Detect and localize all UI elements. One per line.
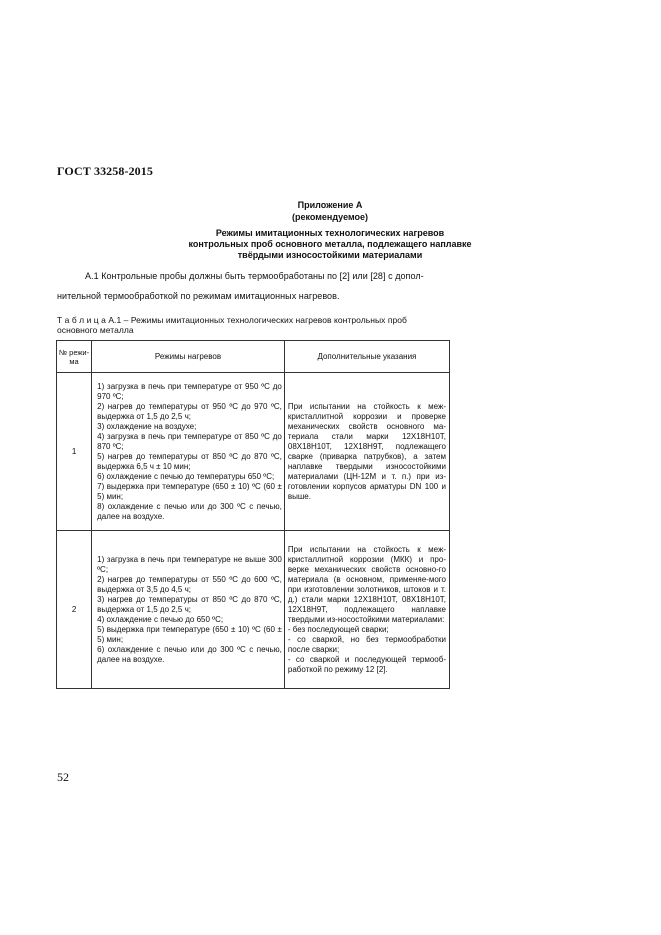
- note-text: При испытании на стойкость к меж-кристаллитной коррозии и проверке механических свойств основного ма-териала стали марки 12Х18Н10Т, 08Х18Н10Т, 12Х18Н9Т, подлежащего сварке (приварка патрубков), а затем наплавке твердыми износостойкими материалами (ЦН-12М и т. п.) при из-готовлении корпусов арматуры DN 100 и выше.: [287, 401, 449, 501]
- table-caption-line-2: основного металла: [57, 325, 134, 335]
- table-row: [57, 373, 450, 531]
- mode-step: 1) загрузка в печь при температуре от 950 ºС до 970 ºС;: [97, 381, 285, 401]
- header-modes: Режимы нагревов: [92, 341, 285, 373]
- mode-step: 6) охлаждение с печью до температуры 650 ºС;: [97, 471, 275, 481]
- mode-step: 2) нагрев до температуры от 950 ºС до 970 ºС, выдержка от 1,5 до 2,5 ч;: [97, 401, 285, 421]
- table-row: [57, 531, 450, 689]
- mode-step: 5) нагрев до температуры от 850 ºС до 870 ºС, выдержка 6,5 ч ± 10 мин;: [97, 451, 285, 471]
- note-text: - без последующей сварки;: [287, 624, 389, 634]
- paragraph-line-1: А.1 Контрольные пробы должны быть термообработаны по [2] или [28] с допол-: [85, 271, 424, 281]
- mode-step: 3) охлаждение на воздухе;: [97, 421, 197, 431]
- heating-modes-table: [56, 340, 450, 689]
- mode-step: 7) выдержка при температуре (650 ± 10) ºС (60 ± 5) мин;: [97, 481, 285, 501]
- mode-step: 4) охлаждение с печью до 650 ºС;: [97, 614, 224, 624]
- mode-step: 1) загрузка в печь при температуре не выше 300 ºС;: [97, 554, 285, 574]
- row-number: 1: [57, 373, 92, 531]
- mode-steps: [92, 373, 285, 531]
- table-caption-line-1: Т а б л и ц а А.1 – Режимы имитационных технологических нагревов контрольных проб: [57, 315, 407, 325]
- paragraph-line-2: нительной термообработкой по режимам имитационных нагревов.: [57, 291, 340, 301]
- mode-step: 5) выдержка при температуре (650 ± 10) ºС (60 ± 5) мин;: [97, 624, 285, 644]
- header-notes: Дополнительные указания: [284, 341, 449, 373]
- appendix-heading-line-1: Режимы имитационных технологических нагревов: [215, 228, 445, 238]
- additional-note: [284, 531, 449, 689]
- mode-step: 2) нагрев до температуры от 550 ºС до 600 ºС, выдержка от 3,5 до 4,5 ч;: [97, 574, 285, 594]
- appendix-heading-line-3: твёрдыми износостойкими материалами: [237, 250, 423, 260]
- appendix-status: (рекомендуемое): [292, 212, 368, 222]
- mode-step: 6) охлаждение с печью или до 300 ºС с печью, далее на воздухе.: [97, 644, 285, 664]
- additional-note: [284, 373, 449, 531]
- mode-steps: [92, 531, 285, 689]
- appendix-title: Приложение А: [297, 200, 363, 210]
- note-text: - со сваркой, но без термообработки после сварки;: [287, 634, 449, 654]
- note-text: - со сваркой и последующей термооб-работкой по режиму 12 [2].: [287, 654, 446, 674]
- header-num: № режи-ма: [57, 341, 92, 373]
- note-text: При испытании на стойкость к меж-кристаллитной коррозии (МКК) и про-верке механических свойств основно-го материала (в основном, применяе-мого при изготовлении золотников, штоков и т. д.) стали марки 12Х18Н10Т, 08Х18Н10Т, 12Х18Н9Т, подлежащего наплавке твердыми из-носостойкими материалами:: [287, 544, 449, 624]
- document-code: ГОСТ 33258-2015: [57, 164, 153, 178]
- page-number: 52: [57, 770, 69, 784]
- appendix-heading-line-2: контрольных проб основного металла, подлежащего наплавке: [188, 239, 472, 249]
- table-header-row: [57, 341, 450, 373]
- mode-step: 4) загрузка в печь при температуре от 850 ºС до 870 ºС;: [97, 431, 285, 451]
- mode-step: 8) охлаждение с печью или до 300 ºС с печью, далее на воздухе.: [97, 501, 285, 521]
- row-number: 2: [57, 531, 92, 689]
- mode-step: 3) нагрев до температуры от 850 ºС до 870 ºС, выдержка от 1,5 до 2,5 ч;: [97, 594, 285, 614]
